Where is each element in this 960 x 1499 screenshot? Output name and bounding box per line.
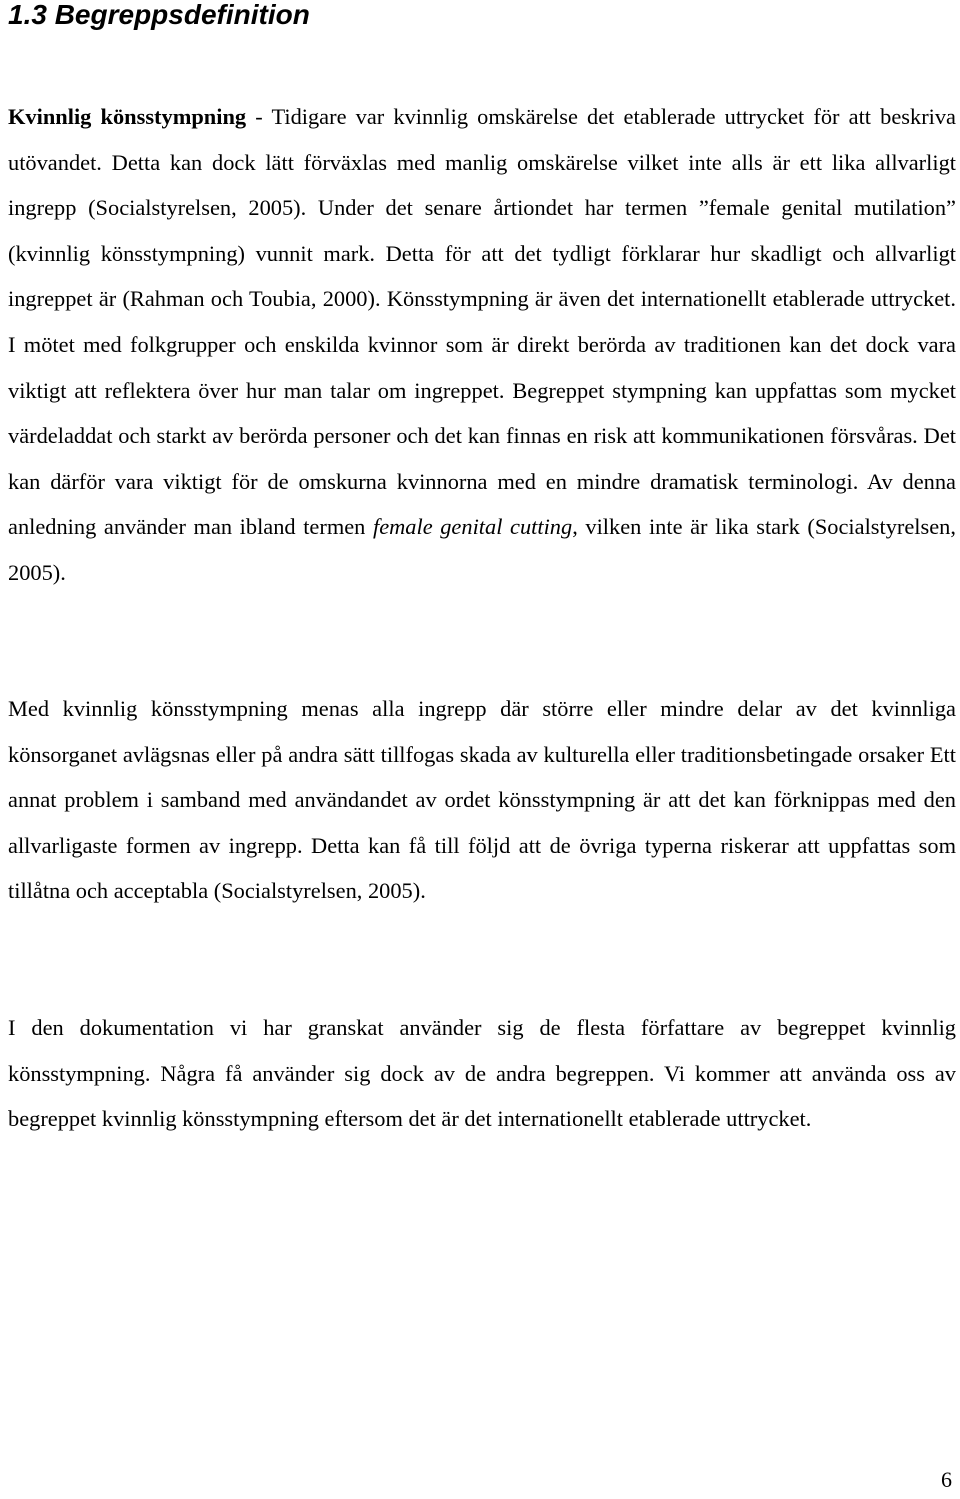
paragraph-meaning: Med kvinnlig könsstympning menas alla ingrepp där större eller mindre delar av det kvinnliga könsorganet avlägsnas eller på andra sätt tillfogas skada av kulturella eller traditionsbetingade orsaker Ett annat problem i samband med användandet av ordet könsstympning är att det kan förknippas med den allvarligaste formen av ingrepp. Detta kan få till följd att de övriga typerna riskerar att uppfattas som tillåtna och acceptabla (Socialstyrelsen, 2005). bbox=[8, 696, 956, 904]
paragraph-usage: I den dokumentation vi har granskat använder sig de flesta författare av begreppet kvinnlig könsstympning. Några få använder sig dock av de andra begreppen. Vi kommer att använda oss av begreppet kvinnlig könsstympning eftersom det är det internationellt etablerade uttrycket. bbox=[8, 1015, 956, 1132]
italic-term: female genital cutting bbox=[372, 514, 573, 540]
section-heading: 1.3 Begreppsdefinition bbox=[8, 0, 310, 30]
page-number: 6 bbox=[941, 1467, 952, 1492]
paragraph-text-end: , vilken inte är lika stark (Socialstyrelsen, 2005). bbox=[8, 514, 956, 585]
defined-term: Kvinnlig könsstympning bbox=[8, 104, 247, 129]
paragraph-definition bbox=[8, 94, 956, 596]
paragraph-text: - Tidigare var kvinnlig omskärelse det etablerade uttrycket för att beskriva utövandet. Detta kan dock lätt förväxlas med manlig omskärelse vilket inte alls är ett lika allvarligt ingrepp (Socialstyrelsen, 2005). Under det senare årtiondet har termen ”female genital mutilation” (kvinnlig könsstympning) vunnit mark. Detta för att det tydligt förklarar hur skadligt och allvarligt ingreppet är (Rahman och Toubia, 2000). Könsstympning är även det internationellt etablerade uttrycket. I mötet med folkgrupper och enskilda kvinnor som är direkt berörda av traditionen kan det dock vara viktigt att reflektera över hur man talar om ingreppet. Begreppet stympning kan uppfattas som mycket värdeladdat och starkt av berörda personer och det kan finnas en risk att kommunikationen försvåras. Det kan därför vara viktigt för de omskurna kvinnorna med en mindre dramatisk terminologi. Av denna anledning använder man ibland termen bbox=[8, 104, 956, 540]
